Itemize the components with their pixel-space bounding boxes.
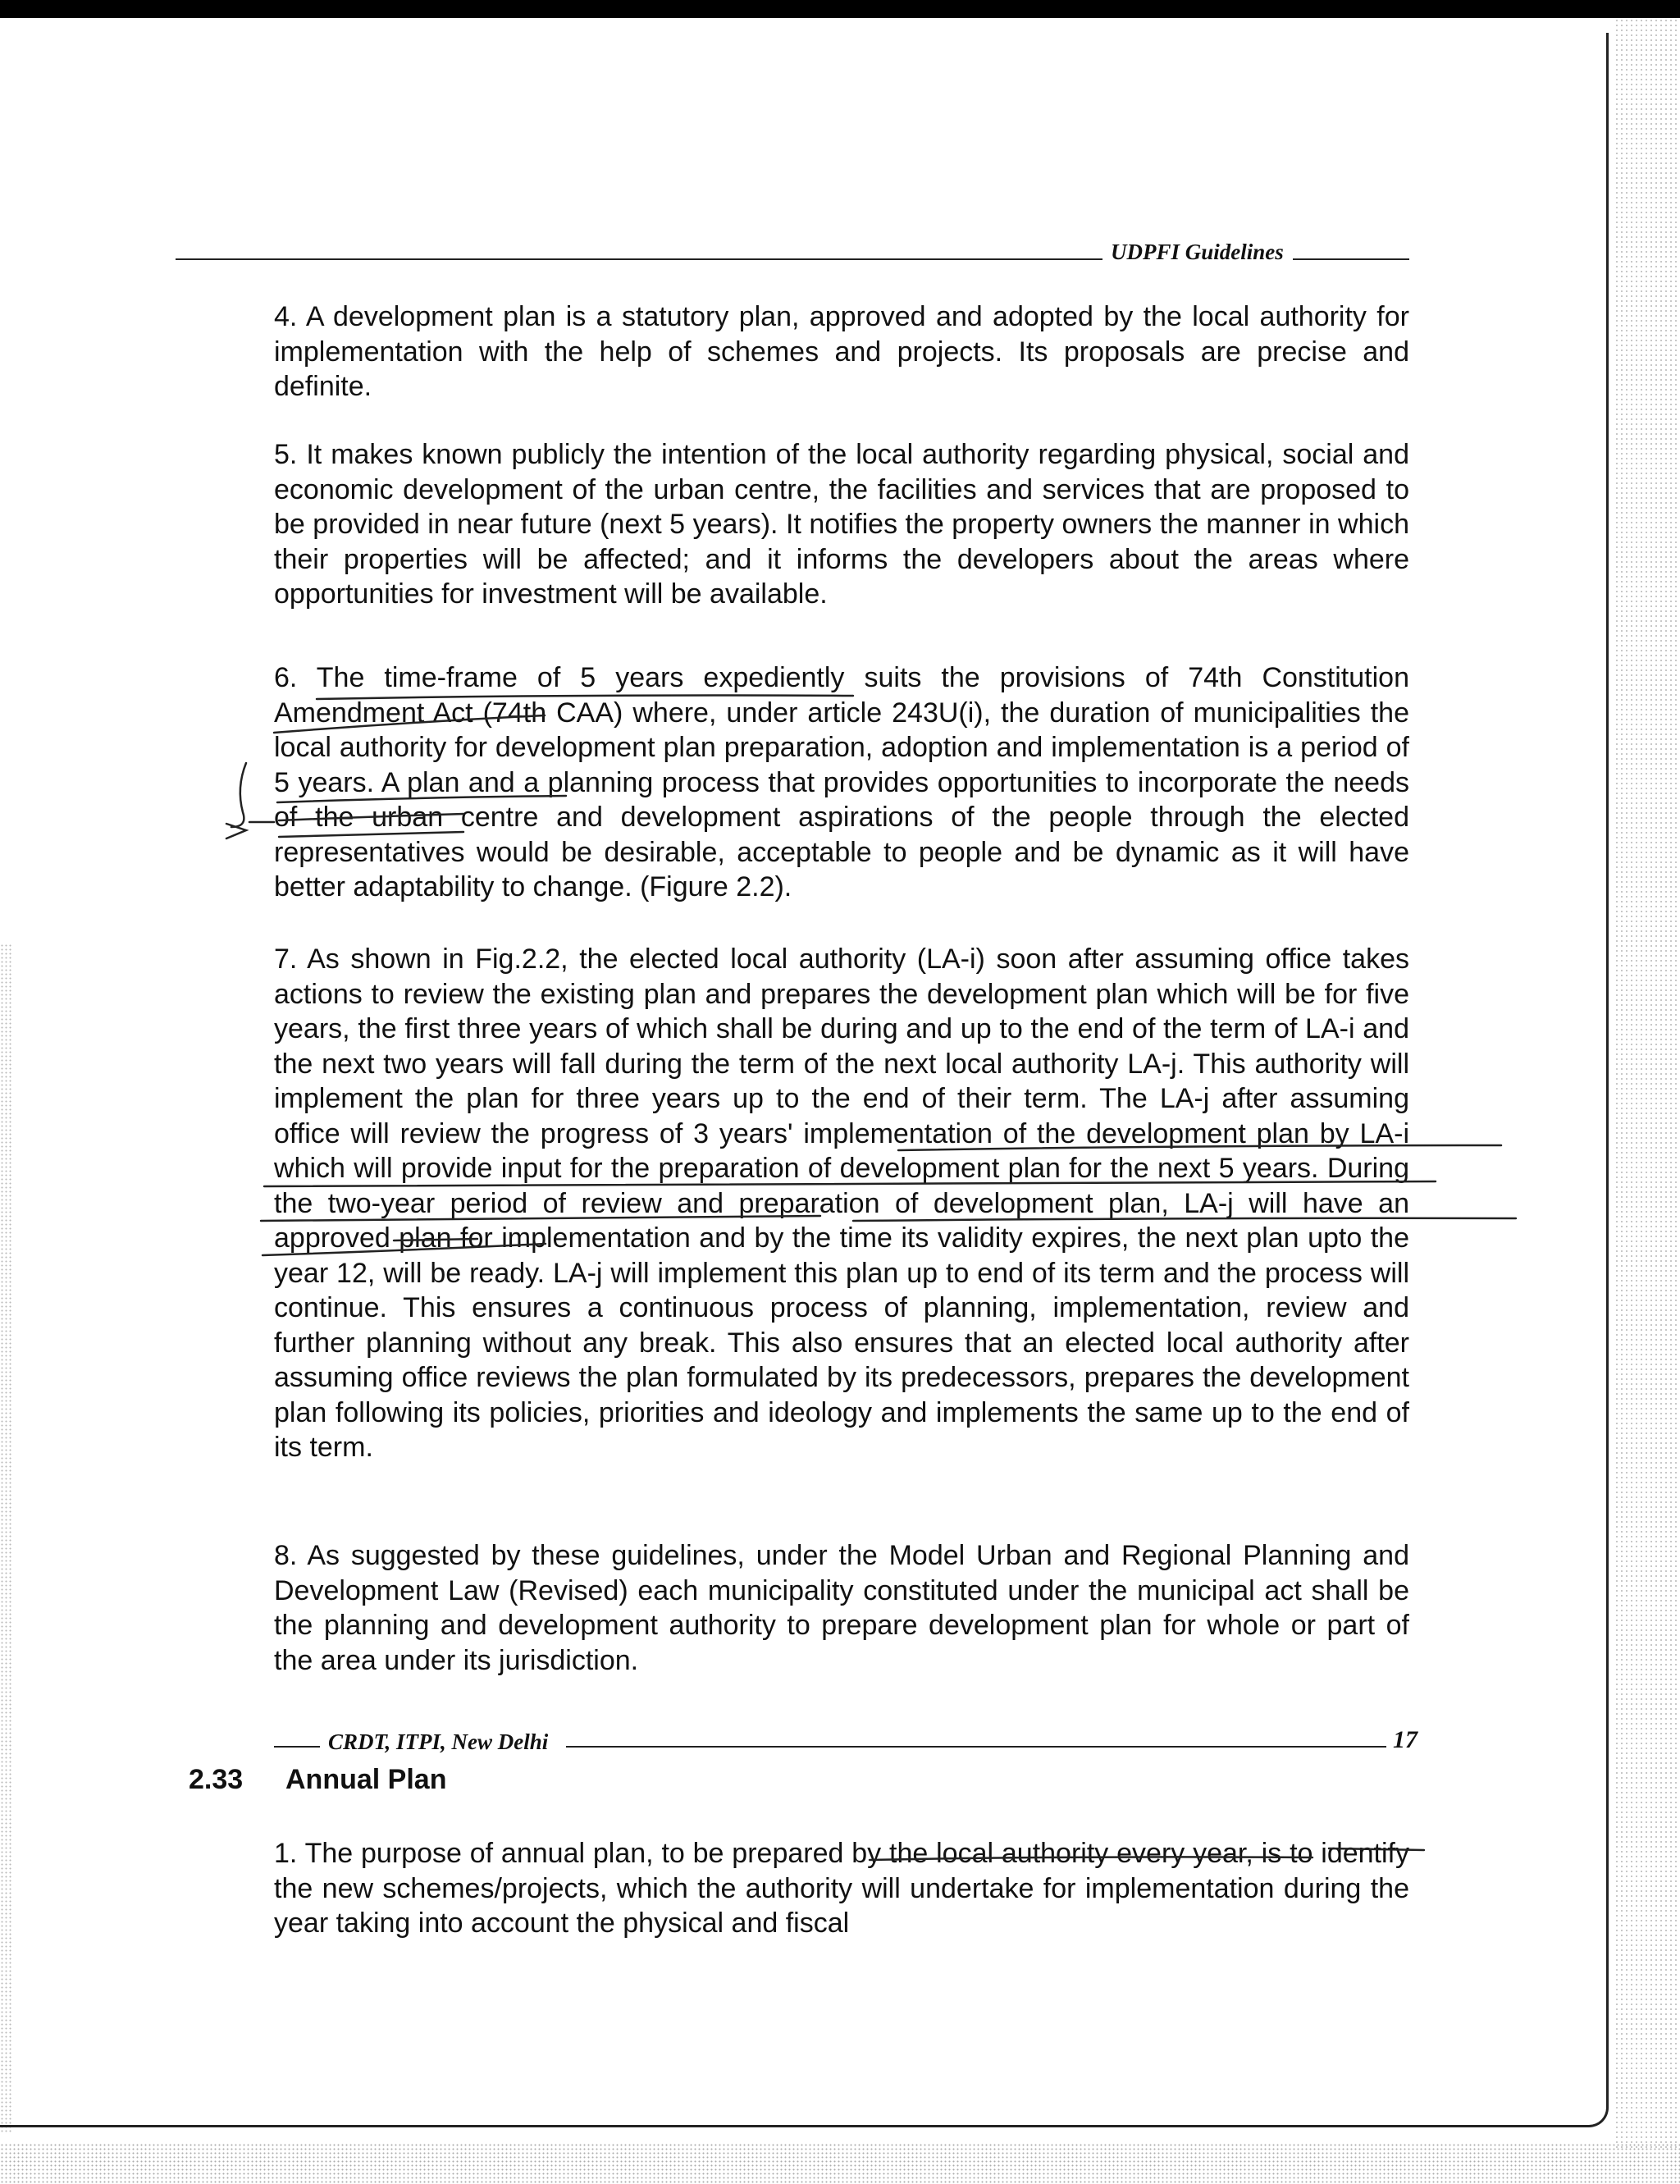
header-rule-left — [176, 258, 1102, 260]
footer-rule-right — [566, 1746, 1386, 1748]
section-heading — [189, 1764, 446, 1796]
scan-noise-right — [1614, 18, 1680, 2151]
section-title: Annual Plan — [285, 1764, 447, 1795]
scan-noise-bottom — [0, 2143, 1680, 2184]
section-number: 2.33 — [189, 1764, 244, 1795]
scan-top-border — [0, 0, 1680, 18]
paragraph-7: 7. As shown in Fig.2.2, the elected local authority (LA-i) soon after assuming office takes actions to review the existing plan and prepares the development plan which will be for five years, the first three years of which shall be during and up to the end of the term of LA-i and the next two years will fall during the term of the next local authority LA-j. This authority will implement the plan for three years up to the end of their term. The LA-j after assuming office will review the progress of 3 years' implementation of the development plan by LA-i which will provide input for the preparation of development plan for the next 5 years. During the two-year period of review and preparation of development plan, LA-j will have an approved plan for implementation and by the time its validity expires, the next plan upto the year 12, will be ready. LA-j will implement this plan up to end of its term and the process will continue. This ensures a continuous process of planning, implementation, review and further planning without any break. This also ensures that an elected local authority after assuming office reviews the plan formulated by its predecessors, prepares the development plan following its policies, priorities and ideology and implements the same up to the end of its term. — [274, 944, 1409, 1463]
running-title: UDPFI Guidelines — [1111, 240, 1284, 264]
paragraph-5: 5. It makes known publicly the intention of the local authority regarding physical, social and economic development of the urban centre, the facilities and services that are proposed to be provided in near future (next 5 years). It notifies the property owners the manner in which their properties will be affected; and it informs the developers about the areas where opportunities for investment will be available. — [274, 439, 1409, 610]
paragraph-4: 4. A development plan is a statutory plan, approved and adopted by the local authority for implementation with the help of schemes and projects. Its proposals are precise and definite. — [274, 301, 1409, 402]
paragraph-6: 6. The time-frame of 5 years expediently suits the provisions of 74th Constitution Amendment Act (74th CAA) where, under article 243U(i), the duration of municipalities the local authority for development plan preparation, adoption and implementation is a period of 5 years. A plan and a planning process that provides opportunities to incorporate the needs of the urban centre and development aspirations of the people through the elected representatives would be desirable, acceptable to people and be dynamic as it will have better adaptability to change. (Figure 2.2). — [274, 662, 1409, 902]
footer-rule-left — [274, 1746, 320, 1748]
footer — [274, 1723, 1418, 1764]
annual-plan-paragraph-1: 1. The purpose of annual plan, to be prepared by the local authority every year, is to identify the new schemes/projects, which the authority will undertake for implementation during the year taking into account the physical and fiscal — [274, 1838, 1409, 1939]
header-rule-right — [1293, 258, 1409, 260]
paragraph-8: 8. As suggested by these guidelines, under the Model Urban and Regional Planning and Development Law (Revised) each municipality constituted under the municipal act shall be the planning and development authority to prepare development plan for whole or part of the area under its jurisdiction. — [274, 1540, 1409, 1676]
footer-organization: CRDT, ITPI, New Delhi — [328, 1729, 549, 1754]
page-number: 17 — [1393, 1726, 1418, 1753]
running-header — [176, 236, 1411, 269]
